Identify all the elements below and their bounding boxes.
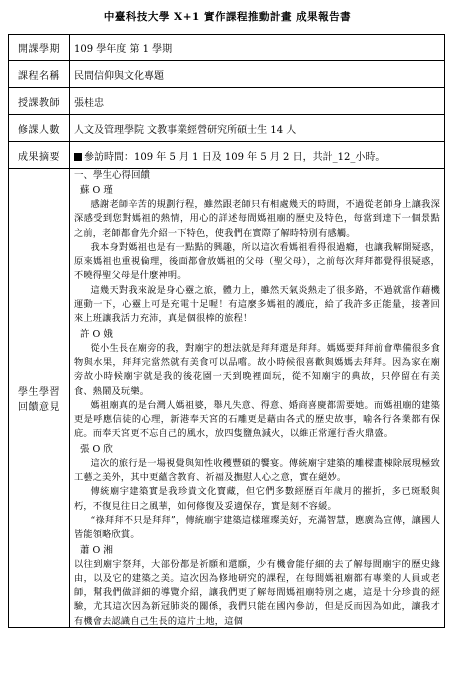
semester-value: 109 學年度 第 1 學期 bbox=[70, 35, 445, 61]
row-course bbox=[9, 61, 445, 88]
row-semester bbox=[9, 35, 445, 61]
summary-value bbox=[70, 142, 445, 169]
student-name: 張 O 欣 bbox=[80, 443, 113, 455]
report-title: 中臺科技大學 X+1 實作課程推動計畫 成果報告書 bbox=[103, 11, 352, 23]
student-name: 許 O 娥 bbox=[80, 328, 113, 340]
row-summary bbox=[9, 142, 445, 169]
feedback-content bbox=[74, 169, 440, 627]
students-label: 修課人數 bbox=[9, 115, 70, 142]
checkbox-filled-icon bbox=[74, 153, 82, 161]
summary-label: 成果摘要 bbox=[9, 142, 70, 169]
teacher-value: 張桂忠 bbox=[70, 88, 445, 115]
feedback-paragraph: 媽祖廟真的是台灣人媽祖婆，舉凡失意、得意、婚商喜慶都需要她。而媽祖廟的建築更是呼應信徒的心理，新港奉天宮的石雕更是藉由各式的歷史故事，喻各行各業都有保庇。而奉天宮更不忘自己的風水，放四隻鹽魚減火，以維正常運行香火鼎盛。 bbox=[74, 399, 440, 440]
feedback-paragraph: 這幾天對我來說是身心靈之旅，體力上，雖然天氣炎熱走了很多路，不過就當作藉機運動一下，心靈上可是充電十足喔！有這麼多媽祖的護庇，給了我許多正能量，接著回來上班讓我活力充沛，真是個很棒的旅程！ bbox=[74, 284, 440, 325]
report-table bbox=[8, 34, 445, 628]
student-name: 蕭 O 湘 bbox=[80, 544, 113, 556]
feedback-paragraph: 傳統廟宇建築實是我珍貴文化寶藏，但它們多數經歷百年歲月的摧折，多已斑駁與朽，不復見往日之風華，如何修復及妥適保存，實是刻不容緩。 bbox=[74, 486, 440, 512]
semester-label: 開課學期 bbox=[9, 35, 70, 61]
section-heading: 一、學生心得回饋 bbox=[74, 170, 151, 181]
teacher-label: 授課教師 bbox=[9, 88, 70, 115]
row-students bbox=[9, 115, 445, 142]
feedback-paragraph: 我本身對媽祖也是有一點點的興趣，所以這次看媽祖看得很過癮，也讓我解開疑惑，原來媽祖也重視倫理，後面都會放媽祖的父母（聖父母），之前每次拜拜都覺得很疑惑，不曉得聖父母是什麼神明。 bbox=[74, 241, 440, 282]
feedback-paragraph: 以往到廟宇祭拜，大部份都是祈願和還願，少有機會能仔細的去了解每間廟宇的歷史緣由，以及它的建築之美。這次因為修地研究的課程，在每間媽祖廟都有專業的人員或老師，幫我們做詳細的導覽介紹，讓我們更了解每間媽祖廟特別之處，這是十分珍貴的經驗，尤其這次因為新冠肺炎的關係，我們只能在國內參訪，但是反而因為如此，讓我才有機會去認識自己生長的這片土地，這個 bbox=[74, 558, 440, 627]
student-name: 蘇 O 瑾 bbox=[80, 185, 113, 196]
summary-text: 參訪時間：109 年 5 月 1 日及 109 年 5 月 2 日，共計_12_小時。 bbox=[84, 151, 386, 163]
course-value: 民間信仰與文化專題 bbox=[70, 61, 445, 88]
feedback-paragraph: 感謝老師辛苦的規劃行程，雖然跟老師只有相處幾天的時間，不過從老師身上讓我深深感受到您對媽祖的熱情，用心的詳述每間媽祖廟的歷史及特色，每當到達下一個景點之前，老師都會先介紹一下特色，使我們在實際了解時特別有感觸。 bbox=[74, 199, 440, 239]
feedback-paragraph: 這次的旅行是一場視覺與知性收穫豐碩的饗宴。傳統廟宇建築的雕樑畫棟除展現極致工藝之美外，其中更蘊含教育、祈福及撫慰人心之意，實在絕妙。 bbox=[74, 457, 440, 484]
row-feedback bbox=[9, 169, 445, 628]
feedback-label-line2: 回饋意見 bbox=[18, 402, 60, 413]
feedback-body bbox=[70, 169, 445, 628]
feedback-paragraph: 從小生長在廟旁的我，對廟宇的想法就是拜拜還是拜拜。媽媽要拜拜前會準備很多食物與水果，拜拜完當然就有美食可以品嚐。故小時候很喜歡與媽媽去拜拜。因為家在廟旁故小時候廟宇就是我的後花園一天到晚裡面玩，從不知廟宇的典故，只停留在有美食、熱鬧及玩樂。 bbox=[74, 342, 440, 397]
row-teacher bbox=[9, 88, 445, 115]
feedback-paragraph: “祿拜拜不只是拜拜”，傳統廟宇建築這樣璀璨美好，充滿智慧，應廣為宣傳，讓國人皆能領略欣賞。 bbox=[74, 514, 440, 541]
students-value: 人文及管理學院 文教事業經營研究所碩士生 14 人 bbox=[70, 115, 445, 142]
feedback-label bbox=[9, 169, 70, 628]
course-label: 課程名稱 bbox=[9, 61, 70, 88]
feedback-label-line1: 學生學習 bbox=[18, 387, 60, 398]
